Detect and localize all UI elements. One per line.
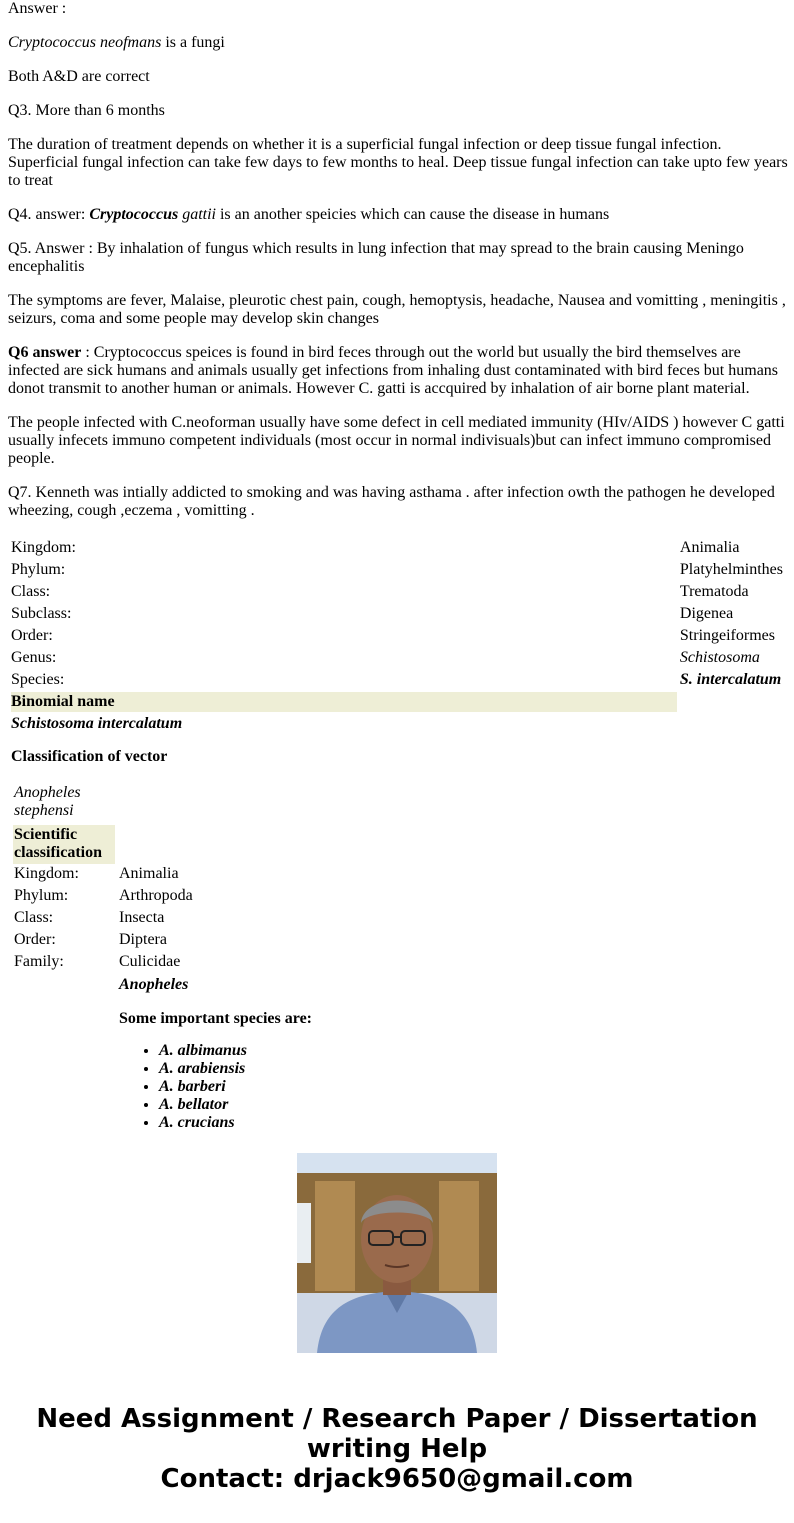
rank-label: Phylum: <box>11 561 66 578</box>
vector-image-caption: Anopheles stephensi <box>14 784 81 819</box>
vector-infobox <box>11 784 411 1131</box>
q4-species: gattii <box>178 206 216 223</box>
taxonomy-row <box>11 538 783 558</box>
taxonomy-row <box>11 648 783 668</box>
vector-rank-value: Culicidae <box>119 953 181 970</box>
rank-value: Digenea <box>679 605 734 622</box>
q4-answer <box>8 206 788 224</box>
answer-label: Answer : <box>8 0 67 17</box>
rank-label: Species: <box>11 671 65 688</box>
rank-value: Schistosoma <box>679 649 760 666</box>
q3-answer: Q3. More than 6 months <box>8 102 165 119</box>
contact-banner <box>0 1404 794 1494</box>
rank-label: Class: <box>11 583 51 600</box>
q7-answer: Q7. Kenneth was intially addicted to smoking and was having asthama . after infection owth the pathogen he developed wheezing, cough ,eczema , vomitting . <box>8 484 775 519</box>
vector-heading: Classification of vector <box>11 748 168 765</box>
vector-rank-label: Class: <box>14 909 54 926</box>
q5-answer: Q5. Answer : By inhalation of fungus which results in lung infection that may spread to the brain causing Meningo encephalitis <box>8 240 744 275</box>
q4-prefix: Q4. answer: <box>8 206 90 223</box>
photo-carving-right <box>439 1181 479 1291</box>
binomial-value: Schistosoma intercalatum <box>11 715 183 732</box>
vector-rank-value: Diptera <box>119 931 167 948</box>
list-item: • A. arabiensis <box>159 1060 247 1078</box>
vector-rank-value: Insecta <box>119 909 165 926</box>
rank-label: Order: <box>11 627 53 644</box>
fungus-statement-text: is a fungi <box>161 34 225 51</box>
list-item: • A. bellator <box>159 1096 247 1114</box>
rank-value: Stringeiformes <box>679 627 775 644</box>
vector-rank-value: Arthropoda <box>119 887 193 904</box>
vector-rank-value: Animalia <box>119 865 179 882</box>
rank-value: Platyhelminthes <box>679 561 783 578</box>
taxonomy-row <box>11 604 783 624</box>
binomial-header-row <box>11 692 783 712</box>
vector-rank-label: Phylum: <box>14 887 69 904</box>
taxonomy-row <box>11 560 783 580</box>
binomial-empty-cell <box>680 692 783 712</box>
binomial-empty-cell <box>680 714 783 734</box>
rank-value: Animalia <box>679 539 740 556</box>
taxonomy-row <box>11 626 783 646</box>
q2-answer: Both A&D are correct <box>8 68 150 85</box>
photo-sky <box>297 1153 497 1173</box>
species-list <box>119 1042 247 1132</box>
author-photo <box>297 1153 497 1353</box>
list-item: • A. crucians <box>159 1114 247 1132</box>
rank-value: S. intercalatum <box>679 671 782 688</box>
fungus-statement <box>8 34 788 52</box>
scientific-classification-label: Scientific classification <box>13 825 115 864</box>
q4-genus: Cryptococcus <box>89 206 179 223</box>
cta-line-3[interactable]: Contact: drjack9650@gmail.com <box>160 1464 634 1494</box>
vector-rank-label: Family: <box>14 953 64 970</box>
list-item: • A. albimanus <box>159 1042 247 1060</box>
cta-line-2: writing Help <box>306 1434 488 1464</box>
rank-label: Subclass: <box>11 605 72 622</box>
treatment-duration-text: The duration of treatment depends on whether it is a superficial fungal infection or deep tissue fungal infection. Superficial fungal infection can take few days to few months to heal. Deep tissue fungal infection can take upto few years to treat <box>8 136 788 189</box>
q6-text: : Cryptococcus speices is found in bird feces through out the world but usually the bird themselves are infected are sick humans and animals usually get infections from inhaling dust contaminated with bird feces but humans donot transmit to another human or animals. However C. gatti is accquired by inhalation of air borne plant material. <box>8 344 779 397</box>
binomial-label: Binomial name <box>11 692 677 712</box>
rank-label: Genus: <box>11 649 57 666</box>
q6-label: Q6 answer <box>8 344 82 361</box>
species-heading: Some important species are: <box>119 1010 312 1027</box>
vector-rank-label: Order: <box>14 931 56 948</box>
rank-value: Trematoda <box>679 583 749 600</box>
symptoms-text: The symptoms are fever, Malaise, pleurotic chest pain, cough, hemoptysis, headache, Nausea and vomitting , meningitis , seizurs, coma and some people may develop skin changes <box>8 292 786 327</box>
fungus-name: Cryptococcus neofmans <box>8 34 162 51</box>
schistosoma-taxonomy-table <box>8 536 786 736</box>
photo-carving-left <box>315 1181 355 1291</box>
vector-genus: Anopheles <box>119 976 189 993</box>
list-item: • A. barberi <box>159 1078 247 1096</box>
rank-label: Kingdom: <box>11 539 76 556</box>
taxonomy-row <box>11 582 783 602</box>
binomial-value-row <box>11 714 783 734</box>
cta-line-1: Need Assignment / Research Paper / Dissertation <box>36 1404 758 1434</box>
q4-rest: is an another speicies which can cause the disease in humans <box>215 206 610 223</box>
author-photo-image <box>297 1153 497 1353</box>
immunity-text: The people infected with C.neoforman usually have some defect in cell mediated immunity (HIv/AIDS ) however C gatti usually infecets immuno competent individuals (most occur in normal indivisuals)but can infect immuno compromised people. <box>8 414 785 467</box>
taxonomy-row <box>11 670 783 690</box>
q6-answer <box>8 344 788 398</box>
vector-rank-label: Kingdom: <box>14 865 79 882</box>
photo-wall-switch <box>297 1203 311 1263</box>
